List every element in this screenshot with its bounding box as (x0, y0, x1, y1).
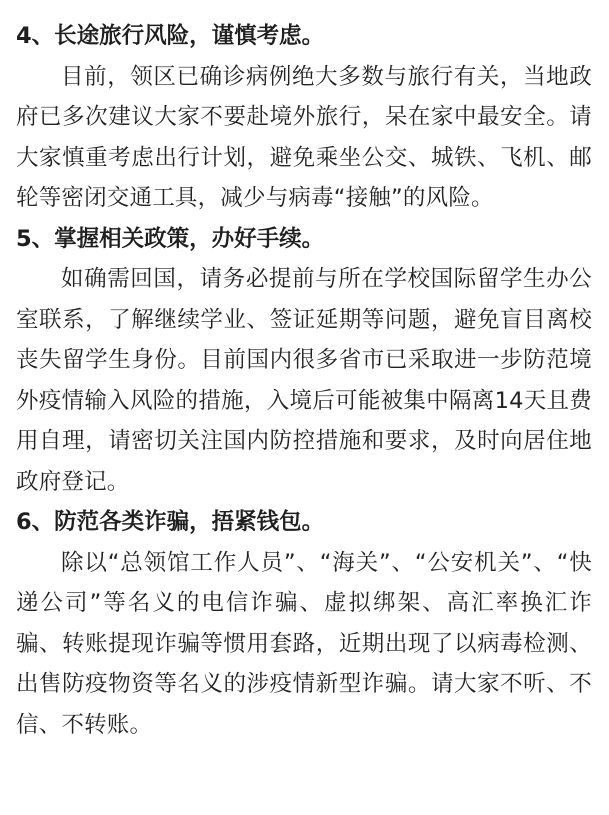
section-paragraph: 如确需回国，请务必提前与所在学校国际留学生办公室联系，了解继续学业、签证延期等问题，避免盲目离校丧失留学生身份。目前国内很多省市已采取进一步防范境外疫情输入风险的措施，入境后可能被集中隔离14天且费用自理，请密切关注国内防控措施和要求，及时向居住地政府登记。 (16, 266, 592, 495)
section-5 (16, 219, 592, 503)
section-6 (16, 502, 592, 745)
section-heading: 5、掌握相关政策，办好手续。 (16, 225, 325, 252)
section-heading: 6、防范各类诈骗，捂紧钱包。 (16, 509, 325, 535)
section-paragraph: 目前，领区已确诊病例绝大多数与旅行有关，当地政府已多次建议大家不要赴境外旅行，呆在家中最安全。请大家慎重考虑出行计划，避免乘坐公交、城铁、飞机、邮轮等密闭交通工具，减少与病毒“接触”的风险。 (16, 63, 592, 211)
section-heading: 4、长途旅行风险，谨慎考虑。 (16, 23, 325, 49)
section-4 (16, 16, 592, 219)
section-paragraph: 除以“总领馆工作人员”、“海关”、“公安机关”、“快递公司”等名义的电信诈骗、虚拟绑架、高汇率换汇诈骗、转账提现诈骗等惯用套路，近期出现了以病毒检测、出售防疫物资等名义的涉疫情新型诈骗。请大家不听、不信、不转账。 (16, 549, 592, 738)
